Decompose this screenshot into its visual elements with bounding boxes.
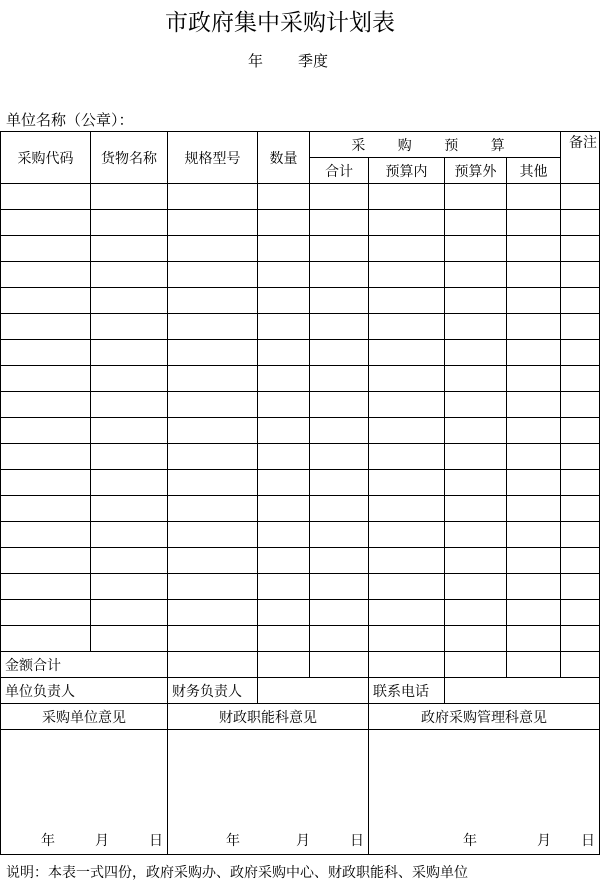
- table-row: [1, 574, 600, 600]
- table-cell[interactable]: [507, 314, 561, 340]
- table-cell[interactable]: [91, 288, 168, 314]
- table-cell[interactable]: [91, 548, 168, 574]
- amount-total-label: 金额合计: [1, 652, 168, 678]
- table-cell[interactable]: [507, 548, 561, 574]
- table-cell[interactable]: [310, 288, 369, 314]
- table-cell[interactable]: [1, 600, 91, 626]
- table-cell[interactable]: [369, 496, 445, 522]
- table-cell[interactable]: [1, 470, 91, 496]
- date-day: 日: [581, 833, 596, 849]
- table-cell[interactable]: [310, 366, 369, 392]
- table-row: [1, 314, 600, 340]
- table-cell[interactable]: [561, 600, 600, 626]
- table-cell[interactable]: [258, 210, 310, 236]
- table-cell[interactable]: [561, 418, 600, 444]
- table-cell[interactable]: [258, 184, 310, 210]
- table-cell[interactable]: [369, 548, 445, 574]
- table-cell[interactable]: [310, 236, 369, 262]
- table-cell[interactable]: [1, 288, 91, 314]
- header-budget-group: 采 购 预 算: [310, 132, 561, 158]
- table-row: [1, 548, 600, 574]
- table-cell[interactable]: [445, 626, 507, 652]
- table-cell[interactable]: [310, 522, 369, 548]
- table-cell[interactable]: [369, 262, 445, 288]
- table-cell[interactable]: [1, 340, 91, 366]
- table-cell[interactable]: [258, 366, 310, 392]
- table-cell[interactable]: [168, 210, 258, 236]
- table-cell[interactable]: [1, 496, 91, 522]
- table-cell[interactable]: [1, 210, 91, 236]
- phone-field[interactable]: [445, 678, 600, 704]
- table-cell[interactable]: [258, 236, 310, 262]
- table-cell[interactable]: [168, 548, 258, 574]
- table-cell[interactable]: [507, 418, 561, 444]
- table-cell[interactable]: [91, 626, 168, 652]
- table-cell[interactable]: [369, 444, 445, 470]
- table-cell[interactable]: [561, 626, 600, 652]
- table-cell[interactable]: [561, 314, 600, 340]
- table-cell[interactable]: [168, 184, 258, 210]
- table-cell[interactable]: [561, 236, 600, 262]
- table-cell[interactable]: [168, 444, 258, 470]
- table-cell[interactable]: [310, 392, 369, 418]
- table-cell[interactable]: [445, 184, 507, 210]
- table-cell[interactable]: [91, 574, 168, 600]
- unit-name-label: 单位名称（公章）：: [6, 111, 134, 129]
- table-row: [1, 236, 600, 262]
- table-cell[interactable]: [507, 184, 561, 210]
- table-cell[interactable]: [168, 418, 258, 444]
- table-cell[interactable]: [561, 548, 600, 574]
- table-cell[interactable]: [507, 626, 561, 652]
- opinion-purchasing-unit-label: 采购单位意见: [1, 704, 168, 730]
- table-cell[interactable]: [168, 340, 258, 366]
- table-cell[interactable]: [507, 366, 561, 392]
- table-cell[interactable]: [507, 340, 561, 366]
- opinion-finance-section-label: 财政职能科意见: [168, 704, 369, 730]
- table-cell[interactable]: [258, 262, 310, 288]
- table-cell[interactable]: [445, 496, 507, 522]
- table-cell[interactable]: [445, 600, 507, 626]
- table-cell[interactable]: [91, 236, 168, 262]
- table-cell[interactable]: [561, 288, 600, 314]
- table-cell[interactable]: [369, 574, 445, 600]
- table-row: [1, 418, 600, 444]
- table-cell[interactable]: [310, 184, 369, 210]
- opinion-purchasing-unit-box[interactable]: [1, 730, 168, 855]
- table-cell[interactable]: [91, 314, 168, 340]
- table-cell[interactable]: [258, 288, 310, 314]
- header-quantity: 数量: [258, 132, 310, 184]
- table-cell[interactable]: [310, 600, 369, 626]
- header-out-budget: 预算外: [445, 158, 507, 184]
- table-cell[interactable]: [168, 574, 258, 600]
- table-cell[interactable]: [561, 444, 600, 470]
- table-cell[interactable]: [445, 392, 507, 418]
- table-cell[interactable]: [507, 262, 561, 288]
- table-cell[interactable]: [369, 418, 445, 444]
- table-cell[interactable]: [1, 574, 91, 600]
- table-cell[interactable]: [258, 626, 310, 652]
- table-cell[interactable]: [310, 626, 369, 652]
- table-cell[interactable]: [561, 340, 600, 366]
- date-month: 月: [95, 833, 109, 849]
- table-cell[interactable]: [168, 522, 258, 548]
- table-cell[interactable]: [168, 236, 258, 262]
- table-row: [1, 262, 600, 288]
- table-cell[interactable]: [369, 210, 445, 236]
- table-cell[interactable]: [168, 392, 258, 418]
- unit-head-label: 单位负责人: [1, 678, 168, 704]
- period-season-label: 季度: [298, 52, 329, 70]
- table-cell[interactable]: [91, 392, 168, 418]
- table-cell[interactable]: [561, 574, 600, 600]
- table-row: [1, 340, 600, 366]
- page-title: 市政府集中采购计划表: [165, 10, 395, 36]
- amount-cell[interactable]: [507, 652, 561, 678]
- table-cell[interactable]: [1, 366, 91, 392]
- table-cell[interactable]: [310, 496, 369, 522]
- table-cell[interactable]: [258, 522, 310, 548]
- table-row: [1, 366, 600, 392]
- amount-cell[interactable]: [369, 652, 445, 678]
- table-cell[interactable]: [561, 262, 600, 288]
- table-cell[interactable]: [369, 522, 445, 548]
- amount-cell[interactable]: [561, 652, 600, 678]
- table-cell[interactable]: [507, 444, 561, 470]
- table-row: [1, 496, 600, 522]
- table-cell[interactable]: [310, 444, 369, 470]
- table-cell[interactable]: [369, 470, 445, 496]
- date-month: 月: [537, 833, 552, 849]
- table-cell[interactable]: [91, 600, 168, 626]
- table-cell[interactable]: [445, 418, 507, 444]
- table-cell[interactable]: [258, 548, 310, 574]
- table-cell[interactable]: [369, 366, 445, 392]
- table-cell[interactable]: [369, 288, 445, 314]
- table-cell[interactable]: [310, 314, 369, 340]
- table-cell[interactable]: [258, 392, 310, 418]
- table-cell[interactable]: [445, 236, 507, 262]
- table-cell[interactable]: [168, 496, 258, 522]
- table-cell[interactable]: [91, 184, 168, 210]
- table-cell[interactable]: [561, 210, 600, 236]
- table-cell[interactable]: [168, 600, 258, 626]
- table-cell[interactable]: [91, 444, 168, 470]
- header-total: 合计: [310, 158, 369, 184]
- table-cell[interactable]: [445, 366, 507, 392]
- table-cell[interactable]: [91, 522, 168, 548]
- table-cell[interactable]: [310, 210, 369, 236]
- table-cell[interactable]: [258, 496, 310, 522]
- amount-cell[interactable]: [445, 652, 507, 678]
- table-cell[interactable]: [91, 470, 168, 496]
- table-row: [1, 626, 600, 652]
- table-cell[interactable]: [445, 470, 507, 496]
- date-day: 日: [149, 833, 163, 849]
- table-cell[interactable]: [168, 366, 258, 392]
- table-cell[interactable]: [1, 314, 91, 340]
- table-cell[interactable]: [258, 314, 310, 340]
- table-cell[interactable]: [310, 548, 369, 574]
- table-cell[interactable]: [561, 470, 600, 496]
- table-cell[interactable]: [168, 314, 258, 340]
- header-in-budget: 预算内: [369, 158, 445, 184]
- opinion-finance-section-box[interactable]: [168, 730, 369, 855]
- table-cell[interactable]: [507, 236, 561, 262]
- opinion-procurement-section-box[interactable]: [369, 730, 600, 855]
- table-cell[interactable]: [258, 340, 310, 366]
- table-cell[interactable]: [91, 340, 168, 366]
- amount-cell[interactable]: [310, 652, 369, 678]
- table-cell[interactable]: [507, 288, 561, 314]
- phone-label: 联系电话: [369, 678, 445, 704]
- table-row: [1, 600, 600, 626]
- table-row: [1, 288, 600, 314]
- footnote: 说明：本表一式四份，政府采购办、政府采购中心、财政职能科、采购单位: [6, 865, 468, 881]
- table-cell[interactable]: [168, 262, 258, 288]
- date-year: 年: [226, 833, 240, 849]
- table-cell[interactable]: [507, 522, 561, 548]
- header-other: 其他: [507, 158, 561, 184]
- table-cell[interactable]: [369, 184, 445, 210]
- table-cell[interactable]: [91, 366, 168, 392]
- table-cell[interactable]: [1, 626, 91, 652]
- table-cell[interactable]: [258, 418, 310, 444]
- table-cell[interactable]: [445, 288, 507, 314]
- header-code: 采购代码: [1, 132, 91, 184]
- date-day: 日: [350, 833, 364, 849]
- table-cell[interactable]: [369, 340, 445, 366]
- table-cell[interactable]: [310, 574, 369, 600]
- table-cell[interactable]: [369, 626, 445, 652]
- table-cell[interactable]: [310, 340, 369, 366]
- table-cell[interactable]: [445, 574, 507, 600]
- table-cell[interactable]: [91, 262, 168, 288]
- table-cell[interactable]: [561, 522, 600, 548]
- table-cell[interactable]: [561, 392, 600, 418]
- table-cell[interactable]: [445, 548, 507, 574]
- table-cell[interactable]: [258, 600, 310, 626]
- table-cell[interactable]: [507, 496, 561, 522]
- table-cell[interactable]: [445, 444, 507, 470]
- table-cell[interactable]: [369, 314, 445, 340]
- table-cell[interactable]: [1, 184, 91, 210]
- table-cell[interactable]: [507, 574, 561, 600]
- table-cell[interactable]: [445, 314, 507, 340]
- procurement-plan-table: [0, 131, 600, 855]
- table-cell[interactable]: [1, 236, 91, 262]
- finance-head-field[interactable]: [258, 678, 369, 704]
- table-row: [1, 392, 600, 418]
- table-cell[interactable]: [258, 574, 310, 600]
- table-cell[interactable]: [310, 470, 369, 496]
- table-cell[interactable]: [561, 366, 600, 392]
- table-cell[interactable]: [561, 496, 600, 522]
- table-cell[interactable]: [507, 600, 561, 626]
- table-cell[interactable]: [445, 210, 507, 236]
- table-cell[interactable]: [1, 418, 91, 444]
- table-cell[interactable]: [1, 444, 91, 470]
- date-year: 年: [41, 833, 55, 849]
- table-cell[interactable]: [507, 470, 561, 496]
- date-month: 月: [296, 833, 310, 849]
- table-row: [1, 184, 600, 210]
- table-cell[interactable]: [507, 210, 561, 236]
- table-cell[interactable]: [445, 522, 507, 548]
- table-cell[interactable]: [369, 392, 445, 418]
- table-cell[interactable]: [561, 184, 600, 210]
- header-goods-name: 货物名称: [91, 132, 168, 184]
- table-cell[interactable]: [369, 236, 445, 262]
- opinion-procurement-section-label: 政府采购管理科意见: [369, 704, 600, 730]
- table-cell[interactable]: [1, 262, 91, 288]
- finance-head-label: 财务负责人: [168, 678, 258, 704]
- table-cell[interactable]: [258, 444, 310, 470]
- table-cell[interactable]: [91, 210, 168, 236]
- table-row: [1, 470, 600, 496]
- table-cell[interactable]: [507, 392, 561, 418]
- table-cell[interactable]: [258, 470, 310, 496]
- date-year: 年: [463, 833, 478, 849]
- table-cell[interactable]: [91, 496, 168, 522]
- amount-cell[interactable]: [258, 652, 310, 678]
- header-spec: 规格型号: [168, 132, 258, 184]
- table-row: [1, 210, 600, 236]
- table-cell[interactable]: [168, 470, 258, 496]
- table-cell[interactable]: [1, 522, 91, 548]
- header-remarks: 备注: [561, 132, 600, 184]
- table-cell[interactable]: [445, 262, 507, 288]
- table-row: [1, 444, 600, 470]
- amount-cell[interactable]: [168, 652, 258, 678]
- table-cell[interactable]: [168, 626, 258, 652]
- table-cell[interactable]: [369, 600, 445, 626]
- table-cell[interactable]: [310, 418, 369, 444]
- period-year-label: 年: [248, 52, 264, 70]
- table-cell[interactable]: [168, 288, 258, 314]
- table-cell[interactable]: [1, 548, 91, 574]
- table-row: [1, 522, 600, 548]
- table-cell[interactable]: [1, 392, 91, 418]
- table-cell[interactable]: [310, 262, 369, 288]
- table-cell[interactable]: [445, 340, 507, 366]
- table-cell[interactable]: [91, 418, 168, 444]
